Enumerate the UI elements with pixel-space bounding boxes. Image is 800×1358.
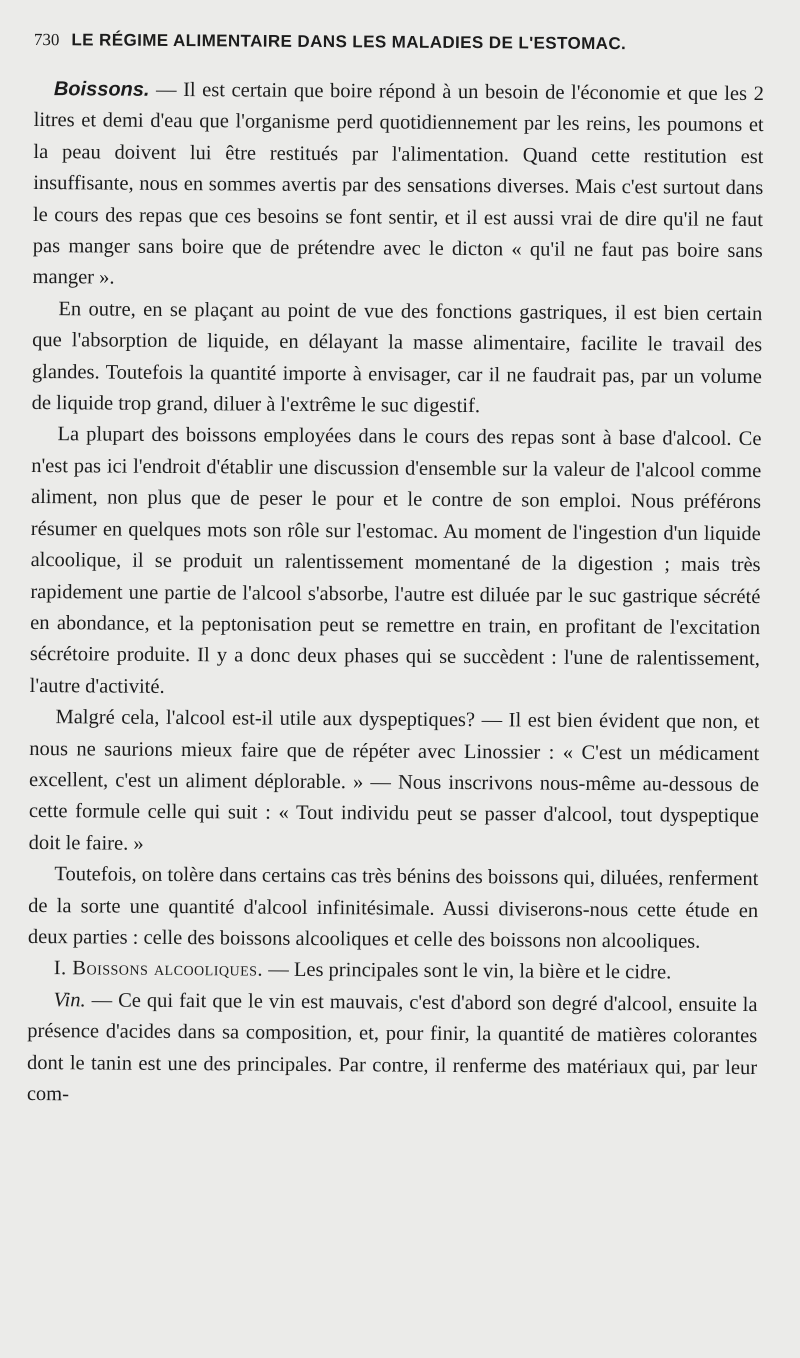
paragraph-text: — Il est certain que boire répond à un besoin de l'économie et que les 2 litres et demi d'eau que l'organisme perd quotidiennement par les reins, les poumons et la peau doivent lui être restitués par l'alimentation. Quand cette restitution est insuffisante, nous en sommes avertis par des sensations diverses. Mais c'est surtout dans le cours des repas que ces besoins se font sentir, et il est aussi vrai de dire qu'il ne faut pas manger sans boire que de prétendre avec le dicton « qu'il ne faut pas boire sans manger ».	[32, 78, 764, 290]
page-header	[34, 30, 764, 79]
paragraph-boissons-alcooliques	[28, 953, 758, 990]
section-heading-vin: Vin.	[53, 988, 86, 1012]
paragraph-alcool-role	[30, 419, 762, 707]
paragraph-vin	[27, 985, 758, 1116]
paragraph-text: — Les principales sont le vin, la bière et le cidre.	[263, 958, 672, 984]
paragraph-dyspeptiques	[29, 702, 760, 864]
paragraph-text: En outre, en se plaçant au point de vue des fonctions gastriques, il est bien certain que l'absorption de liquide, en délayant la masse alimentaire, facilite le travail des glandes. Toutefois la quantité importe à envisager, car il ne faudrait pas, par un volume de liquide trop grand, diluer à l'extrême le suc digestif.	[31, 298, 763, 418]
section-heading-alcooliques: I. Boissons alcooliques.	[53, 957, 264, 981]
paragraph-text: Toutefois, on tolère dans certains cas très bénins des boissons qui, diluées, renferment de la sorte une quantité d'alcool infinitésimale. Aussi diviserons-nous cette étude en deux parties : celle des boissons alcooliques et celle des boissons non alcooliques.	[27, 863, 759, 953]
page-number: 730	[33, 30, 60, 50]
paragraph-text: La plupart des boissons employées dans le cours des repas sont à base d'alcool. Ce n'est pas ici l'endroit d'établir une discussion d'ensemble sur la valeur de l'alcool comme aliment, non plus que de peser le pour et le contre de son emploi. Nous préférons résumer en quelques mots son rôle sur l'estomac. Au moment de l'ingestion d'un liquide alcoolique, il se produit un ralentissement momentané de la digestion ; mais très rapidement une partie de l'alcool s'absorbe, l'autre est diluée par le suc gastrique sécrété en abondance, et la peptonisation peut se remettre en train, en profitant de l'excitation sécrétoire produite. Il y a donc deux phases qui se succèdent : l'une de ralentissement, l'autre d'activité.	[29, 423, 762, 698]
paragraph-fonctions-gastriques	[32, 294, 763, 425]
paragraph-text: Malgré cela, l'alcool est-il utile aux dyspeptiques? — Il est bien évident que non, et nous ne saurions mieux faire que de répéter avec Linossier : « C'est un médicament excellent, c'est un aliment déplorable. » — Nous inscrivons nous-même au-dessous de cette formule celle qui suit : « Tout individu peut se passer d'alcool, tout dyspeptique doit le faire. »	[28, 706, 760, 855]
paragraph-text: — Ce qui fait que le vin est mauvais, c'est d'abord son degré d'alcool, ensuite la présence d'acides dans sa composition, et, pour finir, la quantité de matières colorantes dont le tanin est une des principales. Par contre, il renferme des matériaux qui, par leur com-	[26, 989, 758, 1106]
section-heading-boissons: Boissons.	[53, 78, 150, 101]
paragraph-boissons	[32, 74, 764, 299]
paragraph-division	[28, 859, 759, 958]
body-text	[27, 74, 764, 1115]
running-title: LE RÉGIME ALIMENTAIRE DANS LES MALADIES DE L'ESTOMAC.	[71, 30, 627, 54]
